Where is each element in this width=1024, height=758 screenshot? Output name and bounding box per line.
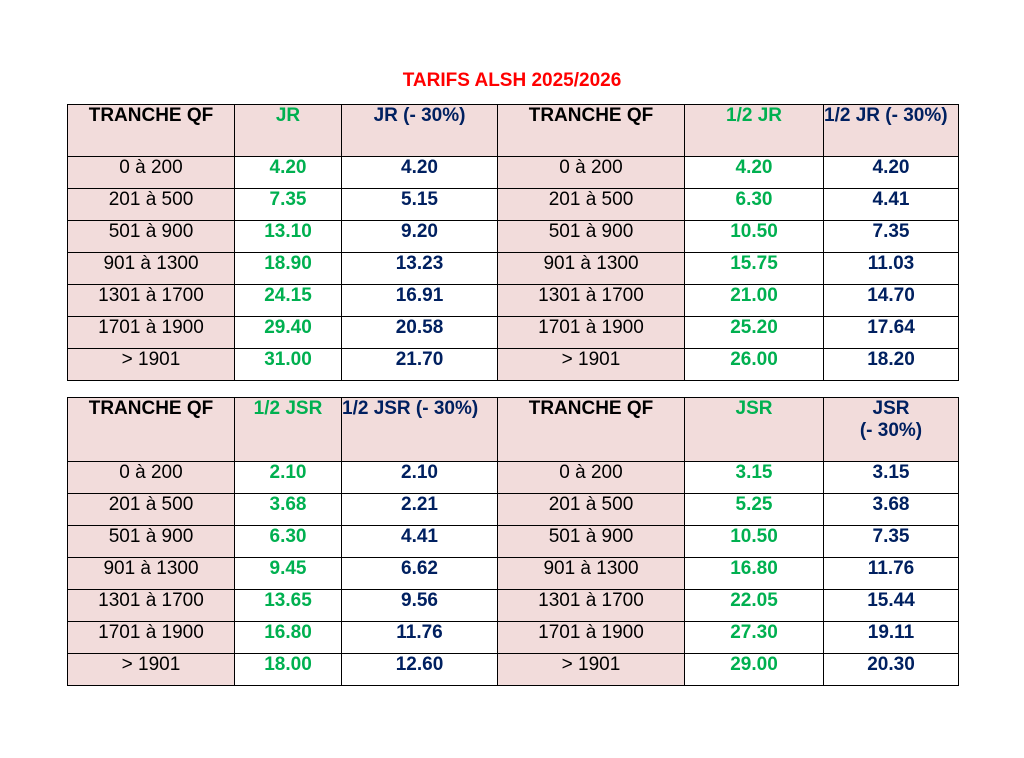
cell-price-full: 18.00 <box>235 654 342 686</box>
cell-price-full: 6.30 <box>235 526 342 558</box>
cell-price-reduced: 4.20 <box>342 157 498 189</box>
cell-price-reduced: 20.30 <box>824 654 959 686</box>
cell-price-reduced: 13.23 <box>342 253 498 285</box>
tarifs-table-jr <box>67 104 959 381</box>
cell-price-full: 25.20 <box>685 317 824 349</box>
cell-price-full: 10.50 <box>685 221 824 253</box>
table-row <box>68 349 959 381</box>
cell-tranche-qf: 1301 à 1700 <box>498 285 685 317</box>
cell-price-reduced: 5.15 <box>342 189 498 221</box>
cell-tranche-qf: 901 à 1300 <box>498 253 685 285</box>
cell-tranche-qf: 201 à 500 <box>68 189 235 221</box>
cell-tranche-qf: 1701 à 1900 <box>498 622 685 654</box>
table-row <box>68 526 959 558</box>
header-tranche-qf: TRANCHE QF <box>498 105 685 157</box>
table-row <box>68 285 959 317</box>
cell-tranche-qf: 201 à 500 <box>68 494 235 526</box>
table-row <box>68 494 959 526</box>
cell-price-full: 4.20 <box>685 157 824 189</box>
header-half-jr: 1/2 JR <box>685 105 824 157</box>
cell-price-full: 15.75 <box>685 253 824 285</box>
header-jr: JR <box>235 105 342 157</box>
cell-price-reduced: 16.91 <box>342 285 498 317</box>
table-row <box>68 189 959 221</box>
cell-tranche-qf: 0 à 200 <box>498 157 685 189</box>
cell-tranche-qf: > 1901 <box>68 349 235 381</box>
cell-tranche-qf: 1301 à 1700 <box>68 590 235 622</box>
header-tranche-qf: TRANCHE QF <box>498 398 685 462</box>
table-row <box>68 157 959 189</box>
cell-price-full: 4.20 <box>235 157 342 189</box>
cell-tranche-qf: > 1901 <box>498 654 685 686</box>
cell-tranche-qf: 901 à 1300 <box>68 558 235 590</box>
header-half-jr-reduced: 1/2 JR (- 30%) <box>824 105 959 157</box>
cell-price-reduced: 4.41 <box>824 189 959 221</box>
header-jsr-reduced: JSR (- 30%) <box>824 398 959 462</box>
header-tranche-qf: TRANCHE QF <box>68 105 235 157</box>
cell-price-reduced: 9.20 <box>342 221 498 253</box>
cell-price-reduced: 14.70 <box>824 285 959 317</box>
cell-price-reduced: 3.15 <box>824 462 959 494</box>
cell-tranche-qf: 0 à 200 <box>68 157 235 189</box>
cell-price-reduced: 2.10 <box>342 462 498 494</box>
table-row <box>68 622 959 654</box>
cell-price-reduced: 7.35 <box>824 221 959 253</box>
cell-price-full: 10.50 <box>685 526 824 558</box>
header-tranche-qf: TRANCHE QF <box>68 398 235 462</box>
cell-price-reduced: 11.03 <box>824 253 959 285</box>
cell-price-reduced: 20.58 <box>342 317 498 349</box>
cell-price-full: 2.10 <box>235 462 342 494</box>
table-row <box>68 462 959 494</box>
header-jsr: JSR <box>685 398 824 462</box>
cell-price-reduced: 11.76 <box>342 622 498 654</box>
cell-price-full: 13.10 <box>235 221 342 253</box>
table-row <box>68 253 959 285</box>
cell-price-full: 31.00 <box>235 349 342 381</box>
table-row <box>68 317 959 349</box>
cell-price-full: 16.80 <box>235 622 342 654</box>
cell-price-reduced: 4.20 <box>824 157 959 189</box>
cell-price-full: 21.00 <box>685 285 824 317</box>
table-header-row <box>68 105 959 157</box>
cell-price-reduced: 2.21 <box>342 494 498 526</box>
cell-price-reduced: 6.62 <box>342 558 498 590</box>
cell-tranche-qf: 501 à 900 <box>498 526 685 558</box>
cell-price-reduced: 4.41 <box>342 526 498 558</box>
page-title: TARIFS ALSH 2025/2026 <box>402 70 622 91</box>
header-half-jsr-reduced: 1/2 JSR (- 30%) <box>342 398 498 462</box>
cell-price-reduced: 19.11 <box>824 622 959 654</box>
cell-tranche-qf: 901 à 1300 <box>68 253 235 285</box>
cell-tranche-qf: 1701 à 1900 <box>498 317 685 349</box>
table-row <box>68 590 959 622</box>
cell-tranche-qf: 0 à 200 <box>68 462 235 494</box>
cell-tranche-qf: 501 à 900 <box>498 221 685 253</box>
cell-price-reduced: 11.76 <box>824 558 959 590</box>
table-row <box>68 654 959 686</box>
cell-tranche-qf: 901 à 1300 <box>498 558 685 590</box>
cell-tranche-qf: 501 à 900 <box>68 221 235 253</box>
cell-price-reduced: 12.60 <box>342 654 498 686</box>
cell-price-reduced: 18.20 <box>824 349 959 381</box>
cell-price-reduced: 9.56 <box>342 590 498 622</box>
cell-price-full: 16.80 <box>685 558 824 590</box>
cell-tranche-qf: 201 à 500 <box>498 494 685 526</box>
cell-price-reduced: 17.64 <box>824 317 959 349</box>
cell-price-reduced: 15.44 <box>824 590 959 622</box>
header-jr-reduced: JR (- 30%) <box>342 105 498 157</box>
cell-price-full: 18.90 <box>235 253 342 285</box>
cell-tranche-qf: > 1901 <box>498 349 685 381</box>
table-row <box>68 221 959 253</box>
cell-price-full: 3.68 <box>235 494 342 526</box>
header-half-jsr: 1/2 JSR <box>235 398 342 462</box>
cell-price-full: 29.40 <box>235 317 342 349</box>
cell-tranche-qf: 1301 à 1700 <box>68 285 235 317</box>
table-header-row <box>68 398 959 462</box>
cell-tranche-qf: 1301 à 1700 <box>498 590 685 622</box>
cell-price-full: 22.05 <box>685 590 824 622</box>
cell-tranche-qf: 1701 à 1900 <box>68 317 235 349</box>
cell-price-full: 7.35 <box>235 189 342 221</box>
table-row <box>68 558 959 590</box>
cell-tranche-qf: > 1901 <box>68 654 235 686</box>
cell-price-full: 26.00 <box>685 349 824 381</box>
cell-price-full: 27.30 <box>685 622 824 654</box>
cell-price-full: 6.30 <box>685 189 824 221</box>
cell-tranche-qf: 1701 à 1900 <box>68 622 235 654</box>
cell-tranche-qf: 201 à 500 <box>498 189 685 221</box>
cell-price-full: 3.15 <box>685 462 824 494</box>
cell-price-reduced: 3.68 <box>824 494 959 526</box>
cell-price-full: 24.15 <box>235 285 342 317</box>
cell-tranche-qf: 0 à 200 <box>498 462 685 494</box>
cell-price-reduced: 7.35 <box>824 526 959 558</box>
cell-tranche-qf: 501 à 900 <box>68 526 235 558</box>
cell-price-reduced: 21.70 <box>342 349 498 381</box>
cell-price-full: 9.45 <box>235 558 342 590</box>
tarifs-table-jsr <box>67 397 959 686</box>
cell-price-full: 13.65 <box>235 590 342 622</box>
cell-price-full: 5.25 <box>685 494 824 526</box>
cell-price-full: 29.00 <box>685 654 824 686</box>
